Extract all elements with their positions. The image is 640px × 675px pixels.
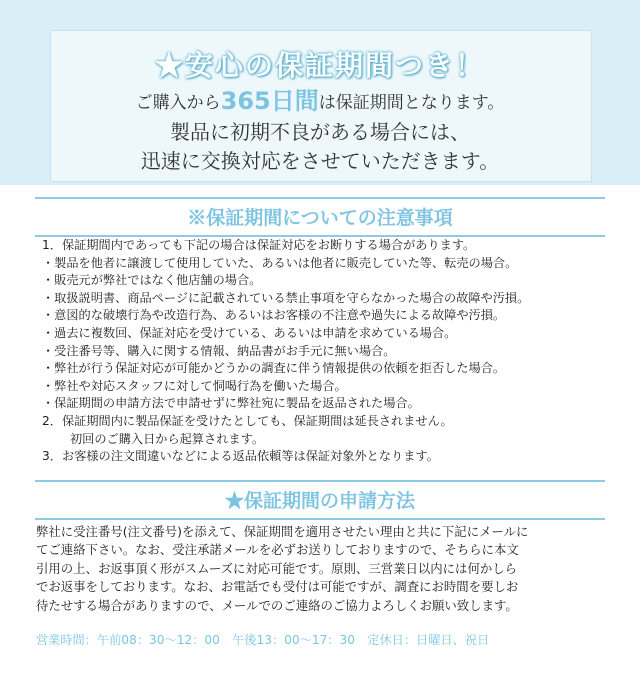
- list-item: ・受注番号等、購入に関する情報、納品書がお手元に無い場合。: [42, 343, 396, 358]
- notes-section-title: ※保証期間についての注意事項: [35, 197, 605, 237]
- method-section-title: ★保証期間の申請方法: [35, 480, 605, 520]
- banner-line3: 製品に初期不良がある場合には、: [170, 120, 470, 144]
- list-item: 初回のご購入日から起算されます。: [70, 431, 265, 446]
- list-item: 1．保証期間内であっても下記の場合は保証対応をお断りする場合があります。: [42, 238, 476, 252]
- list-item: ・製品を他者に譲渡して使用していた、あるいは他者に販売していた等、転売の場合。: [42, 255, 518, 270]
- method-line: てご連絡下さい。なお、受注承諾メールを必ずお送りしておりますので、そちらに本文: [36, 542, 519, 558]
- method-line: 引用の上、お返事頂く形がスムーズに対応可能です。原則、三営業日以内には何かしら: [36, 560, 518, 576]
- list-item: ・販売元が弊社ではなく他店舗の場合。: [42, 273, 262, 288]
- banner-title: ★安心の保証期間つき！: [154, 49, 485, 82]
- method-body: [36, 523, 606, 615]
- list-item: 2．保証期間内に製品保証を受けたとしても、保証期間は延長されません。: [42, 413, 453, 428]
- list-item: ・取扱説明書、商品ページに記載されている禁止事項を守らなかった場合の故障や汚損。: [42, 290, 530, 305]
- list-item: ・保証期間の申請方法で申請せずに弊社宛に製品を返品された場合。: [42, 396, 420, 411]
- banner-line2-post: は保証期間となります。: [318, 93, 505, 113]
- banner-highlight-days: 365日間: [220, 87, 319, 115]
- list-item: ・意図的な破壊行為や改造行為、あるいはお客様の不注意や過失による故障や汚損。: [42, 308, 506, 323]
- list-item: 3．お客様の注文間違いなどによる返品依頼等は保証対象外となります。: [42, 449, 439, 464]
- list-item: ・過去に複数回、保証対応を受けている、あるいは申請を求めている場合。: [42, 325, 457, 340]
- business-hours: 営業時間：午前08：30〜12：00 午後13：00〜17：30 定休日：日曜日、祝日: [36, 633, 490, 647]
- list-item: ・弊社が行う保証対応が可能かどうかの調査に伴う情報提供の依頼を拒否した場合。: [42, 361, 506, 376]
- method-line: 待たせする場合がありますので、メールでのご連絡のご協力よろしくお願い致します。: [36, 597, 518, 613]
- banner-line2-pre: ご購入から: [135, 93, 221, 113]
- banner-line4: 迅速に交換対応をさせていただきます。: [140, 149, 500, 173]
- method-line: 弊社に受注番号(注文番号)を添えて、保証期間を適用させたい理由と共に下記にメールに: [36, 524, 529, 539]
- method-line: でお返事をしております。なお、お電話でも受付は可能ですが、調査にお時間を要しお: [36, 579, 519, 595]
- banner-warranty-period: [0, 81, 640, 116]
- notes-list: [42, 237, 612, 466]
- list-item: ・弊社や対応スタッフに対して恫喝行為を働いた場合。: [42, 378, 347, 393]
